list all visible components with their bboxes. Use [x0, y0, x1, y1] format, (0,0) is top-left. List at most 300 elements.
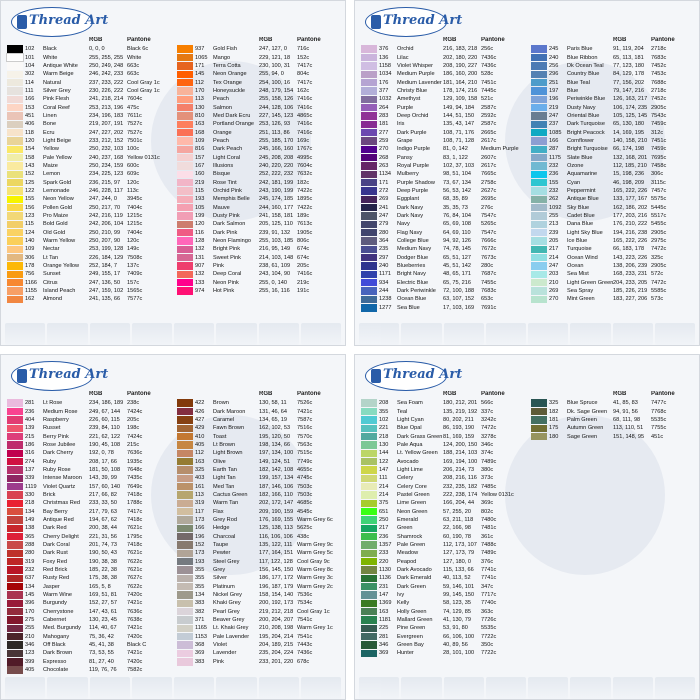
color-name: Bright Navy: [397, 271, 426, 278]
rgb-value: 175, 38, 38: [89, 575, 117, 582]
color-row: [361, 179, 525, 187]
pantone-value: 7420c: [127, 633, 143, 640]
color-name: Bisque: [213, 171, 231, 178]
color-row: [361, 295, 525, 303]
color-row: [531, 262, 695, 270]
rgb-value: 117, 122, 128: [259, 558, 293, 565]
color-name: Pink: [213, 658, 224, 665]
color-name: Pollen Gold: [43, 204, 72, 211]
rgb-value: 222, 238, 174: [443, 491, 478, 498]
rgb-value: 255, 94, 0: [259, 71, 284, 78]
pantone-value: 3242c: [481, 416, 497, 423]
color-row: [531, 128, 695, 136]
color-swatch: [7, 399, 23, 406]
color-row: [177, 112, 341, 120]
color-name: Light Cyan: [397, 416, 424, 423]
color-swatch: [361, 154, 377, 161]
color-name: Light Brown: [213, 450, 243, 457]
rgb-value: 66, 106, 100: [443, 633, 475, 640]
color-swatch: [7, 633, 23, 640]
thread-number: 213: [549, 221, 559, 228]
rgb-value: 242, 181, 199: [259, 179, 294, 186]
color-row: [7, 441, 171, 449]
rgb-value: 81, 27, 40: [89, 658, 114, 665]
color-name: Dark Red: [43, 525, 67, 532]
thread-number: 147: [379, 466, 389, 473]
pantone-value: 7409c: [127, 271, 143, 278]
color-swatch: [361, 246, 377, 253]
thread-number: 236: [549, 171, 559, 178]
color-swatch: [361, 525, 377, 532]
color-row: [7, 616, 171, 624]
thread-number: 325: [549, 400, 559, 407]
thread-number: 375: [379, 500, 389, 507]
color-name: Dark Brown: [43, 650, 73, 657]
pantone-value: Yellow 0131c: [481, 491, 514, 498]
pantone-value: 7543c: [651, 112, 667, 119]
color-name: Navy: [397, 221, 410, 228]
color-row: [361, 624, 525, 632]
rgb-value: 244, 128, 106: [259, 104, 294, 111]
color-name: Black: [43, 46, 57, 53]
color-swatch: [7, 146, 23, 153]
color-column: [361, 35, 525, 312]
color-swatch: [7, 650, 23, 657]
color-swatch: [7, 541, 23, 548]
color-swatch: [361, 129, 377, 136]
rgb-value: 209, 190, 159: [259, 508, 294, 515]
pantone-value: Warm Grey 3c: [297, 575, 333, 582]
thread-number: 102: [379, 416, 389, 423]
pantone-value: 7421c: [127, 600, 143, 607]
pantone-value: 7587c: [297, 416, 313, 423]
thread-number: 429: [195, 425, 205, 432]
thread-number: 232: [549, 162, 559, 169]
pantone-value: 663c: [127, 62, 140, 69]
color-name: Meadow: [397, 550, 419, 557]
thread-number: 144: [379, 450, 389, 457]
color-name: Linen: [43, 112, 57, 119]
thread-number: 210: [25, 633, 35, 640]
color-name: Ocean: [567, 263, 584, 270]
thread-number: 262: [549, 196, 559, 203]
pantone-value: 1215c: [127, 221, 143, 228]
pantone-value: 7648c: [127, 466, 143, 473]
color-swatch: [361, 575, 377, 582]
color-swatch: [361, 137, 377, 144]
color-swatch: [361, 171, 377, 178]
color-row: [531, 78, 695, 86]
thread-number: 241: [379, 204, 389, 211]
color-name: Flag Navy: [397, 229, 423, 236]
pantone-value: 2905c: [651, 104, 667, 111]
color-column: [177, 35, 341, 304]
thread-number: 264: [379, 104, 389, 111]
color-name: Periwinkle Blue: [567, 96, 606, 103]
pantone-value: 2592c: [481, 112, 497, 119]
color-name: Cherrystone: [43, 608, 74, 615]
color-swatch: [361, 583, 377, 590]
color-row: [177, 658, 341, 666]
color-name: Dk. Sage Green: [567, 408, 608, 415]
color-name: Dark Periwinkle: [397, 288, 436, 295]
color-swatch: [7, 171, 23, 178]
color-row: [361, 162, 525, 170]
rgb-value: 216, 183, 218: [443, 46, 478, 53]
pantone-value: 7421c: [127, 650, 143, 657]
color-name: Orange Yellow: [43, 263, 80, 270]
pantone-value: 566c: [481, 400, 494, 407]
thread-number: 125: [25, 179, 35, 186]
color-name: Dark Purple: [397, 129, 427, 136]
thread-number: 111: [25, 87, 34, 94]
color-swatch: [361, 625, 377, 632]
rgb-value: 41, 85, 83: [613, 400, 638, 407]
thread-number: 181: [379, 121, 389, 128]
color-row: [177, 245, 341, 253]
color-swatch: [7, 608, 23, 615]
thread-number: 651: [379, 508, 389, 515]
thread-number: 147: [379, 592, 389, 599]
thread-number: 236: [379, 533, 389, 540]
pantone-value: 312c: [651, 129, 664, 136]
color-name: Flax: [213, 508, 224, 515]
thread-number: 371: [195, 617, 205, 624]
color-swatch: [361, 450, 377, 457]
thread-number: 176: [379, 79, 389, 86]
color-row: [177, 170, 341, 178]
thread-number: 330: [25, 491, 35, 498]
rgb-value: 214, 103, 148: [259, 254, 294, 261]
pantone-value: Warm Grey 5c: [297, 550, 333, 557]
pantone-value: 1565c: [127, 288, 143, 295]
pantone-value: 7445c: [481, 87, 497, 94]
pantone-value: 376c: [481, 558, 494, 565]
pantone-value: 256c: [481, 46, 494, 53]
color-row: [177, 70, 341, 78]
color-swatch: [531, 433, 547, 440]
rgb-value: 230, 100, 31: [259, 62, 291, 69]
thread-number: 637: [25, 575, 35, 582]
pantone-value: 7611c: [127, 112, 142, 119]
color-name: Steel Grey: [213, 558, 240, 565]
color-row: [177, 649, 341, 657]
thread-number: 396: [25, 600, 35, 607]
pantone-value: 806c: [297, 238, 310, 245]
thread-number: 208: [379, 400, 389, 407]
color-row: [7, 204, 171, 212]
color-row: [7, 195, 171, 203]
rgb-value: 157, 60, 140: [89, 483, 121, 490]
pantone-value: 169c: [297, 137, 310, 144]
color-name: Pale Aqua: [397, 441, 423, 448]
color-swatch: [7, 525, 23, 532]
color-name: Blue Opal: [397, 425, 422, 432]
color-name: Lt Tan: [43, 254, 59, 261]
thread-number: 369: [379, 650, 389, 657]
color-name: Neon Pink: [213, 279, 239, 286]
thread-number: 1119: [25, 483, 37, 490]
color-name: Warm Yellow: [43, 238, 76, 245]
color-swatch: [531, 204, 547, 211]
pantone-value: 674c: [297, 254, 310, 261]
thread-number: 124: [25, 229, 35, 236]
color-row: [177, 616, 341, 624]
thread-number: 816: [195, 146, 205, 153]
color-name: Amethyst: [397, 96, 421, 103]
thread-number: 355: [195, 583, 205, 590]
color-row: [531, 153, 695, 161]
color-name: Blue Teal: [567, 79, 590, 86]
pantone-value: 7436c: [481, 62, 497, 69]
color-swatch: [361, 104, 377, 111]
color-row: [531, 245, 695, 253]
color-name: Toast: [213, 433, 227, 440]
color-name: Cyan: [567, 179, 581, 186]
rgb-value: 115, 133, 66: [443, 567, 474, 574]
thread-number: 117: [195, 508, 204, 515]
color-name: Expresso: [43, 658, 67, 665]
color-name: Light Coral: [213, 154, 241, 161]
rgb-value: 247, 136, 50: [89, 279, 121, 286]
rgb-value: 255, 0, 140: [259, 279, 287, 286]
color-swatch: [7, 96, 23, 103]
color-row: [7, 599, 171, 607]
pantone-value: 7683c: [651, 54, 667, 61]
color-row: [531, 95, 695, 103]
color-swatch: [361, 96, 377, 103]
color-row: [177, 120, 341, 128]
thread-number: 115: [195, 188, 204, 195]
thread-number: 365: [25, 533, 35, 540]
rgb-value: 35, 35, 73: [443, 204, 468, 211]
rgb-value: 197, 134, 100: [259, 450, 294, 457]
color-swatch: [177, 96, 193, 103]
color-name: Peapod: [397, 558, 417, 565]
color-name: Warm Wine: [43, 592, 73, 599]
pantone-value: 7453c: [651, 71, 667, 78]
color-name: Silver: [213, 575, 227, 582]
color-name: Mallard Green: [397, 617, 433, 624]
color-swatch: [7, 137, 23, 144]
thread-number: 240: [379, 263, 389, 270]
rgb-value: 77, 123, 180: [613, 62, 645, 69]
thread-number: 156: [25, 204, 35, 211]
color-row: [7, 499, 171, 507]
rgb-value: 242, 216, 119: [89, 213, 123, 220]
thread-number: 339: [25, 475, 35, 482]
rgb-value: 165, 5, 8: [89, 583, 111, 590]
color-row: [7, 549, 171, 557]
color-row: [177, 162, 341, 170]
color-name: Silver Grey: [43, 87, 71, 94]
rgb-value: 250, 249, 248: [89, 62, 124, 69]
color-row: [7, 262, 171, 270]
rgb-value: 74, 129, 85: [443, 608, 471, 615]
rgb-value: 106, 174, 235: [613, 104, 648, 111]
color-name: Ivy: [397, 592, 405, 599]
color-swatch: [177, 271, 193, 278]
color-name: Lilac: [397, 54, 409, 61]
color-swatch: [7, 187, 23, 194]
color-row: [531, 229, 695, 237]
color-name: Brick: [43, 491, 56, 498]
rgb-value: 144, 51, 150: [443, 112, 475, 119]
color-name: Pewter: [213, 550, 231, 557]
thread-number: 132: [195, 246, 205, 253]
pantone-value: 7536c: [297, 592, 313, 599]
color-row: [361, 633, 525, 641]
pantone-value: 678c: [297, 658, 310, 665]
color-name: Blue: [567, 87, 579, 94]
color-swatch: [361, 558, 377, 565]
rgb-value: 149, 94, 184: [443, 104, 475, 111]
color-row: [7, 507, 171, 515]
thread-number: 199: [195, 213, 205, 220]
color-row: [361, 591, 525, 599]
pantone-value: 7459c: [651, 146, 667, 153]
color-swatch: [7, 433, 23, 440]
rgb-value: 234, 196, 183: [89, 112, 124, 119]
pantone-value: 7722c: [481, 633, 497, 640]
pantone-value: 7472c: [651, 246, 667, 253]
rgb-value: 140, 158, 210: [613, 137, 648, 144]
color-row: [177, 128, 341, 136]
color-swatch: [361, 425, 377, 432]
thread-number: 122: [25, 188, 35, 195]
rgb-value: 190, 38, 38: [89, 558, 117, 565]
color-row: [531, 270, 695, 278]
color-row: [531, 424, 695, 432]
color-row: [7, 558, 171, 566]
thread-number: 937: [195, 46, 205, 53]
rgb-value: 73, 67, 134: [443, 179, 471, 186]
thread-number: 134: [25, 583, 35, 590]
color-name: Light Tan: [213, 475, 236, 482]
thread-number: 205: [549, 238, 559, 245]
color-name: Dark Pink: [213, 229, 238, 236]
color-name: Christmas Red: [43, 500, 80, 507]
rgb-value: 190, 50, 43: [89, 550, 117, 557]
color-name: Warm Beige: [43, 71, 74, 78]
color-name: Antique Red: [43, 516, 74, 523]
rgb-value: 185, 226, 219: [613, 288, 648, 295]
pantone-value: Cool Gray 1c: [297, 608, 330, 615]
pantone-value: 7526c: [297, 400, 313, 407]
pantone-value: 7489c: [481, 458, 497, 465]
rgb-value: 162, 186, 202: [613, 204, 648, 211]
thread-number: 1092: [549, 204, 562, 211]
color-swatch: [177, 483, 193, 490]
color-name: Cherry Delight: [43, 533, 79, 540]
pantone-value: 337c: [481, 408, 494, 415]
color-name: Light Green Green: [567, 279, 613, 286]
rgb-value: 194, 216, 238: [613, 229, 648, 236]
color-swatch: [361, 221, 377, 228]
rgb-value: 166, 204, 44: [443, 500, 475, 507]
pantone-header: Pantone: [127, 391, 151, 397]
color-swatch: [7, 54, 23, 61]
color-row: [7, 279, 171, 287]
thread-number: 296: [549, 71, 559, 78]
color-name: Neon Flamingo: [213, 238, 251, 245]
thread-number: 175: [549, 425, 559, 432]
color-swatch: [7, 450, 23, 457]
rgb-value: 216, 95, 149: [259, 246, 291, 253]
rgb-value: 208, 216, 116: [443, 475, 477, 482]
rgb-value: 246, 242, 233: [89, 71, 124, 78]
color-row: [177, 87, 341, 95]
rgb-value: 83, 1, 122: [443, 154, 468, 161]
color-swatch: [7, 104, 23, 111]
pantone-value: 280c: [481, 263, 494, 270]
rgb-value: 84, 129, 178: [613, 71, 645, 78]
color-name: Dusty Navy: [567, 104, 596, 111]
pantone-value: 7452c: [651, 96, 667, 103]
color-swatch: [177, 45, 193, 52]
thread-number: 355: [379, 408, 389, 415]
color-column: [531, 35, 695, 312]
thread-number: 1175: [549, 154, 562, 161]
rgb-value: 251, 113, 86: [259, 129, 290, 136]
color-name: Celery: [397, 475, 414, 482]
color-swatch: [7, 591, 23, 598]
color-swatch: [7, 475, 23, 482]
thread-number: 236: [25, 408, 35, 415]
color-name: Christy Blue: [397, 87, 428, 94]
pantone-value: 7527c: [127, 129, 143, 136]
pantone-value: 716c: [297, 46, 310, 53]
color-swatch: [361, 121, 377, 128]
rgb-value: 233, 201, 220: [259, 658, 294, 665]
thread-number: 123: [25, 650, 35, 657]
rgb-value: 204, 233, 205: [613, 279, 648, 286]
pantone-value: 2905c: [651, 229, 667, 236]
pantone-value: 7621c: [127, 550, 143, 557]
pantone-value: 7547c: [481, 229, 497, 236]
pantone-value: 182c: [297, 179, 310, 186]
thread-number: 269: [379, 196, 389, 203]
pantone-value: 7503c: [297, 491, 313, 498]
color-row: [7, 95, 171, 103]
pantone-value: 7451c: [481, 79, 497, 86]
rgb-value: 232, 235, 182: [443, 483, 478, 490]
color-name: Antique Blue: [567, 196, 599, 203]
rgb-value: 168, 233, 231: [613, 271, 648, 278]
color-name: Royal Purple: [397, 162, 430, 169]
color-row: [361, 457, 525, 465]
color-row: [361, 541, 525, 549]
pantone-value: 7421c: [297, 408, 313, 415]
color-swatch: [177, 541, 193, 548]
color-swatch: [177, 87, 193, 94]
color-row: [7, 162, 171, 170]
thread-number: 133: [195, 279, 205, 286]
thread-number: 163: [195, 121, 205, 128]
thread-number: 279: [379, 221, 389, 228]
color-row: [177, 499, 341, 507]
color-swatch: [7, 246, 23, 253]
color-row: [7, 78, 171, 86]
thread-number: 404: [25, 416, 35, 423]
color-row: [177, 279, 341, 287]
color-name: Fawn Brown: [213, 425, 245, 432]
color-swatch: [7, 45, 23, 52]
color-swatch: [361, 296, 377, 303]
rgb-value: 241, 218, 214: [89, 96, 124, 103]
color-name: Dark Navy: [397, 204, 424, 211]
color-swatch: [177, 558, 193, 565]
